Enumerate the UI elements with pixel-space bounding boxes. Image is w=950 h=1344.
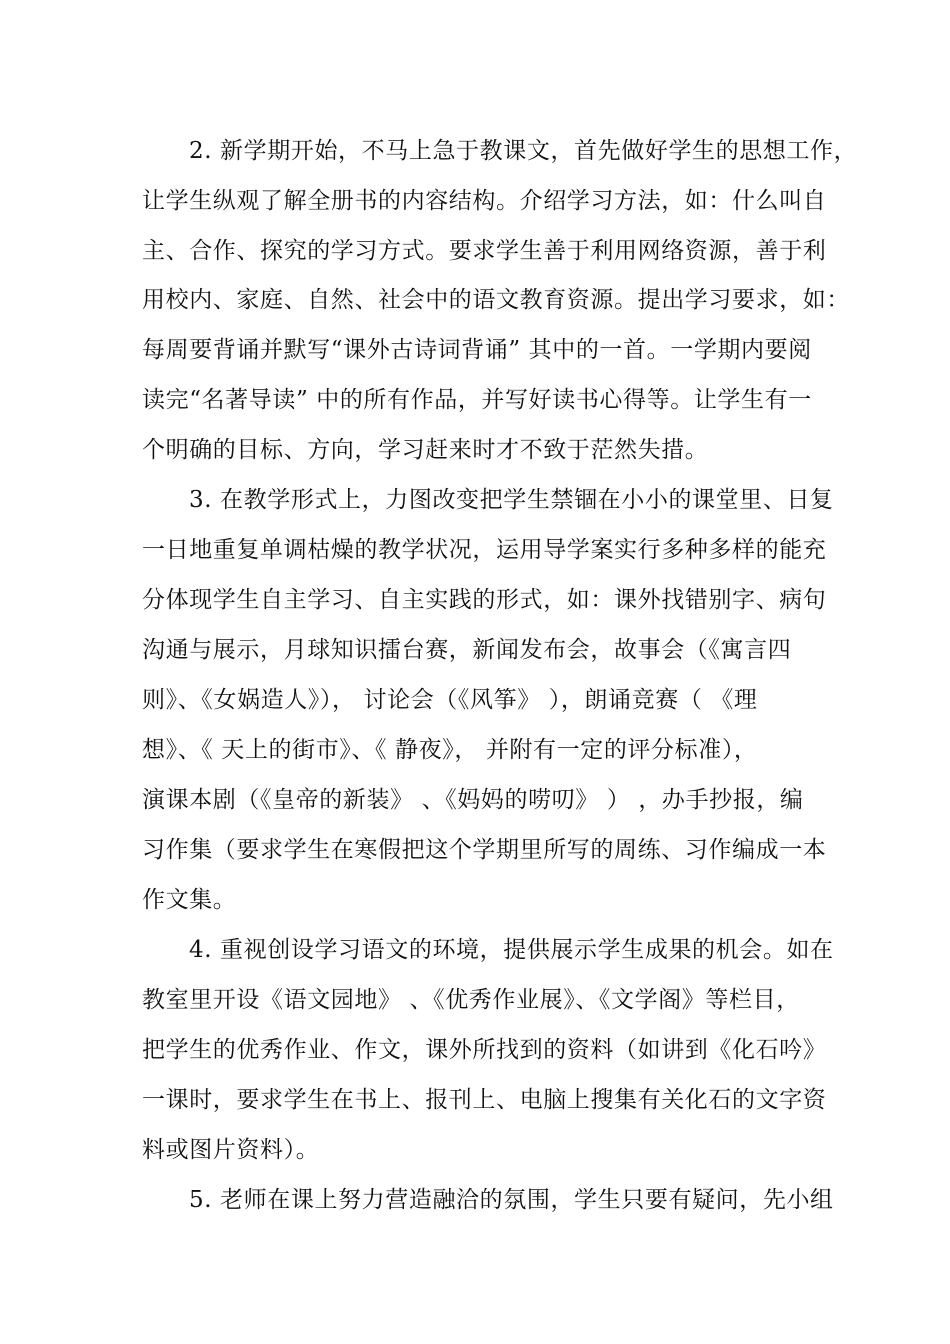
paragraph-4-line-4: 一课时，要求学生在书上、报刊上、电脑上搜集有关化石的文字资 <box>142 1087 827 1113</box>
paragraph-2-line-2: 让学生纵观了解全册书的内容结构。介绍学习方法，如：什么叫自 <box>142 188 827 214</box>
paragraph-4-line-1: 4. 重视创设学习语文的环境，提供展示学生成果的机会。如在 <box>189 937 834 963</box>
paragraph-3-line-4: 沟通与展示，月球知识擂台赛，新闻发布会，故事会（《寓言四 <box>142 637 792 663</box>
paragraph-2-line-3: 主、合作、探究的学习方式。要求学生善于利用网络资源，善于利 <box>142 238 827 264</box>
paragraph-3-line-7: 演课本剧（《皇帝的新装》 、《妈妈的唠叨》 ） ，办手抄报，编 <box>142 787 804 813</box>
paragraph-2-line-6: 读完“名著导读” 中的所有作品，并写好读书心得等。让学生有一 <box>142 387 812 413</box>
paragraph-3-line-6: 想》、《 天上的街市》、《 静夜》， 并附有一定的评分标准）， <box>142 737 758 763</box>
paragraph-2-line-1: 2. 新学期开始，不马上急于教课文，首先做好学生的思想工作， <box>189 138 858 164</box>
paragraph-5-line-1: 5. 老师在课上努力营造融洽的氛围，学生只要有疑问，先小组 <box>189 1187 834 1213</box>
paragraph-4-line-3: 把学生的优秀作业、作文，课外所找到的资料（如讲到《化石吟》 <box>142 1037 827 1063</box>
paragraph-3-line-3: 分体现学生自主学习、自主实践的形式，如：课外找错别字、病句 <box>142 587 827 613</box>
paragraph-3-line-5: 则》、《女娲造人》）， 讨论会（《风筝》 ），朗诵竞赛（ 《理 <box>142 687 758 713</box>
paragraph-2-line-7: 个明确的目标、方向，学习赶来时才不致于茫然失措。 <box>142 437 709 463</box>
paragraph-3-line-9: 作文集。 <box>142 887 237 913</box>
paragraph-4-line-2: 教室里开设《语文园地》 、《优秀作业展》、《文学阁》等栏目， <box>142 987 800 1013</box>
paragraph-2-line-4: 用校内、家庭、自然、社会中的语文教育资源。提出学习要求，如： <box>142 287 850 313</box>
paragraph-2-line-5: 每周要背诵并默写“课外古诗词背诵” 其中的一首。一学期内要阅 <box>142 337 812 363</box>
paragraph-4-line-5: 料或图片资料）。 <box>142 1137 320 1163</box>
paragraph-3-line-8: 习作集（要求学生在寒假把这个学期里所写的周练、习作编成一本 <box>142 837 827 863</box>
paragraph-3-line-1: 3. 在教学形式上，力图改变把学生禁锢在小小的课堂里、日复 <box>189 487 834 513</box>
paragraph-3-line-2: 一日地重复单调枯燥的教学状况，运用导学案实行多种多样的能充 <box>142 537 827 563</box>
